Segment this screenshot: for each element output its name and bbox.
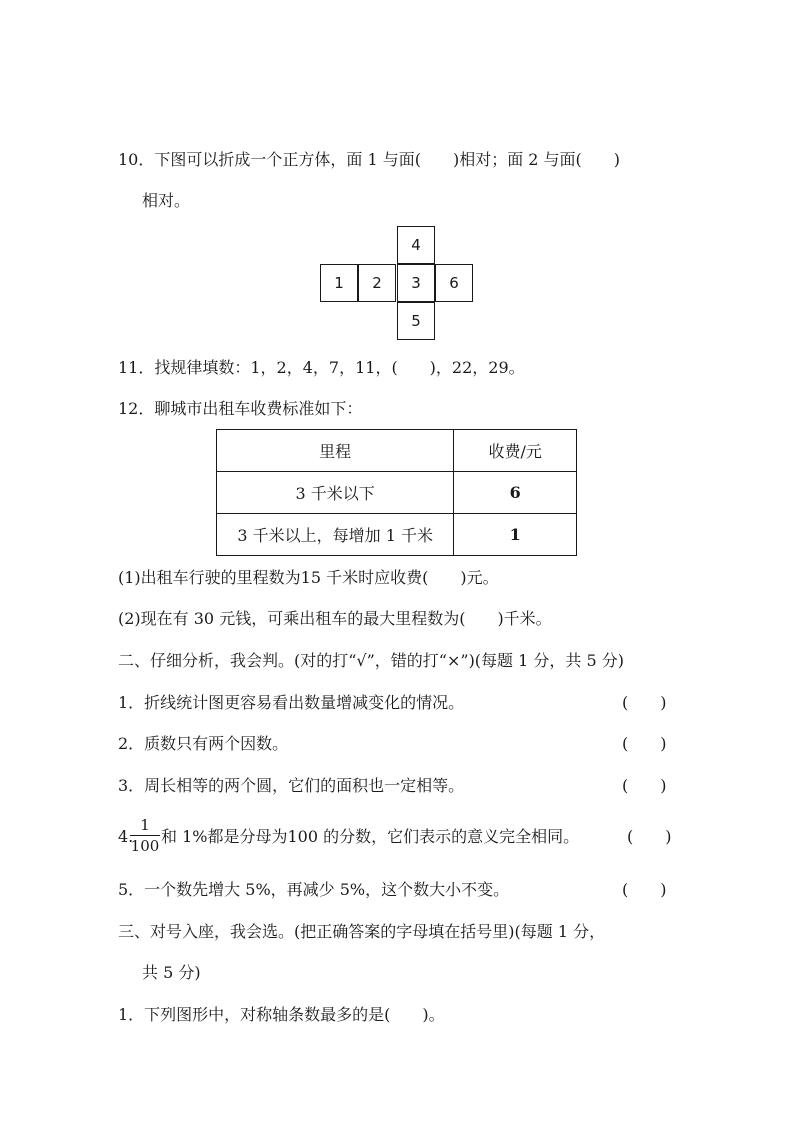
judge-item-4-prefix: 4. bbox=[118, 827, 134, 846]
table-header-fare: 收费/元 bbox=[454, 430, 577, 472]
fraction-bar bbox=[130, 835, 160, 836]
net-face-6: 6 bbox=[435, 264, 473, 302]
net-face-top: 4 bbox=[397, 226, 435, 264]
fare-table bbox=[216, 429, 577, 556]
judge-item-5: 5．一个数先增大 5%，再减少 5%，这个数大小不变。 bbox=[118, 880, 510, 899]
table-row bbox=[217, 514, 577, 556]
net-face-3: 3 bbox=[397, 264, 435, 302]
cube-net-diagram bbox=[320, 226, 474, 340]
section3-heading: 三、对号入座，我会选。(把正确答案的字母填在括号里)(每题 1 分， bbox=[118, 922, 606, 941]
q11-text: 11．找规律填数：1，2，4，7，11，( )，22，29。 bbox=[118, 358, 525, 377]
q10-line2: 相对。 bbox=[142, 191, 191, 210]
table-header-distance: 里程 bbox=[217, 430, 454, 472]
table-cell-distance: 3 千米以下 bbox=[217, 472, 454, 514]
answer-bracket: ( ) bbox=[622, 693, 667, 712]
judge-item-2: 2．质数只有两个因数。 bbox=[118, 734, 289, 753]
judge-item-4: 和 1%都是分母为100 的分数，它们表示的意义完全相同。 bbox=[161, 827, 580, 846]
fraction-denominator: 100 bbox=[130, 837, 160, 855]
fraction-numerator: 1 bbox=[140, 816, 150, 834]
q12-sub1: (1)出租车行驶的里程数为15 千米时应收费( )元。 bbox=[118, 568, 499, 587]
table-cell-fare: 1 bbox=[454, 514, 577, 556]
answer-bracket: ( ) bbox=[627, 827, 672, 846]
table-cell-distance: 3 千米以上，每增加 1 千米 bbox=[217, 514, 454, 556]
net-face-bottom: 5 bbox=[397, 302, 435, 340]
answer-bracket: ( ) bbox=[622, 734, 667, 753]
q12-title: 12．聊城市出租车收费标准如下： bbox=[118, 399, 363, 418]
section2-heading: 二、仔细分析，我会判。(对的打“√”，错的打“×”)(每题 1 分，共 5 分) bbox=[118, 651, 624, 670]
section3-heading-cont: 共 5 分) bbox=[142, 963, 201, 982]
net-face-1: 1 bbox=[320, 264, 358, 302]
judge-item-1: 1．折线统计图更容易看出数量增减变化的情况。 bbox=[118, 693, 465, 712]
section3-q1: 1．下列图形中，对称轴条数最多的是( )。 bbox=[118, 1005, 445, 1024]
answer-bracket: ( ) bbox=[622, 880, 667, 899]
table-header-row bbox=[217, 430, 577, 472]
q10-line1: 10．下图可以折成一个正方体，面 1 与面( )相对；面 2 与面( ) bbox=[118, 150, 621, 169]
fraction-one-hundredth bbox=[130, 816, 160, 855]
q12-sub2: (2)现在有 30 元钱，可乘出租车的最大里程数为( )千米。 bbox=[118, 609, 552, 628]
table-row bbox=[217, 472, 577, 514]
judge-item-3: 3．周长相等的两个圆，它们的面积也一定相等。 bbox=[118, 776, 465, 795]
answer-bracket: ( ) bbox=[622, 776, 667, 795]
net-face-2: 2 bbox=[358, 264, 396, 302]
table-cell-fare: 6 bbox=[454, 472, 577, 514]
